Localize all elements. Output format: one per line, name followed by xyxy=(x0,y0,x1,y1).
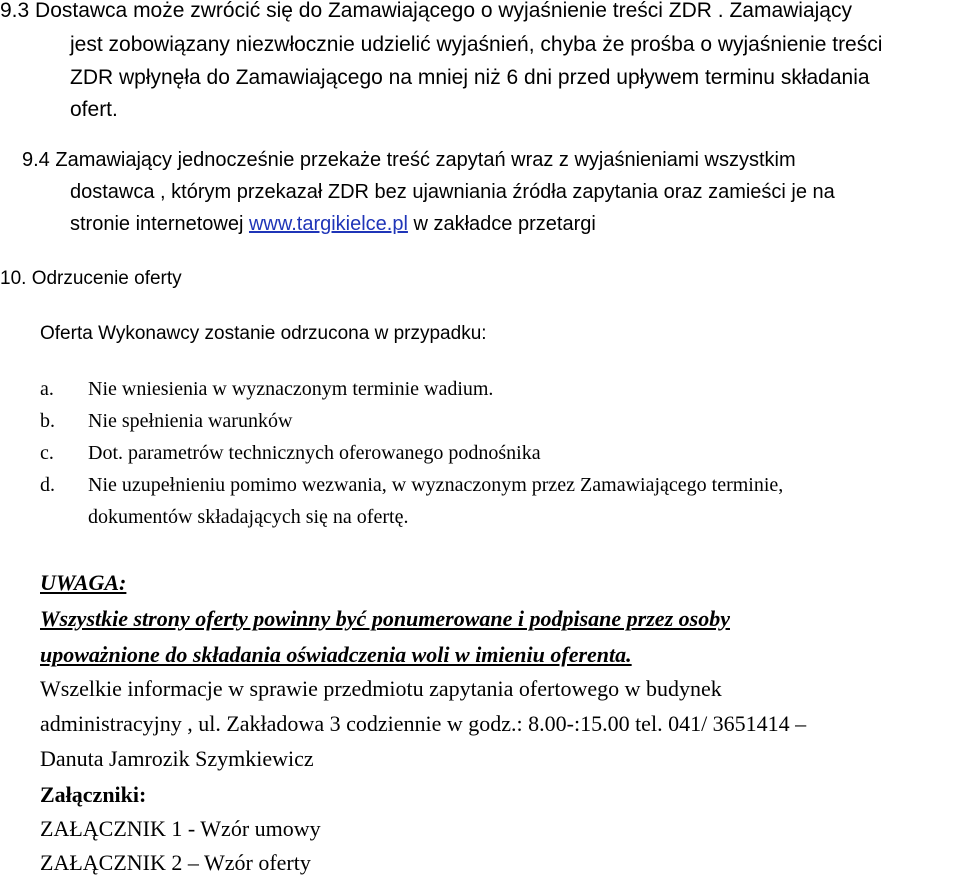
section-9-3-line-4: ofert. xyxy=(70,98,118,121)
section-9-4-line-1: 9.4 Zamawiający jednocześnie przekaże treść zapytań wraz z wyjaśnieniami wszystkim xyxy=(22,149,796,171)
section-9-4-line-2: dostawca , którym przekazał ZDR bez ujawniania źródła zapytania oraz zamieści je na xyxy=(70,181,835,203)
section-9-4-line-3 xyxy=(70,208,596,240)
targikielce-link[interactable]: www.targikielce.pl xyxy=(248,213,408,235)
section-9-3-line-2: jest zobowiązany niezwłocznie udzielić wyjaśnień, chyba że prośba o wyjaśnienie treści xyxy=(70,33,883,56)
list-item-b-marker: b. xyxy=(40,410,55,432)
list-item-a-text: Nie wniesienia w wyznaczonym terminie wadium. xyxy=(88,378,494,400)
attachment-item-2: ZAŁĄCZNIK 2 – Wzór oferty xyxy=(40,850,311,875)
section-10-intro: Oferta Wykonawcy zostanie odrzucona w przypadku: xyxy=(40,323,487,344)
list-item-c-marker: c. xyxy=(40,442,54,464)
info-line-1: Wszelkie informacje w sprawie przedmiotu zapytania ofertowego w budynek xyxy=(40,676,722,701)
section-9-4-line-3-suffix: w zakładce przetargi xyxy=(407,213,596,235)
section-9-4-line-3-prefix: stronie internetowej xyxy=(70,213,249,235)
list-item-d-marker: d. xyxy=(40,474,55,496)
section-9-3-line-1: 9.3 Dostawca może zwrócić się do Zamawiającego o wyjaśnienie treści ZDR . Zamawiający xyxy=(0,0,852,22)
list-item-b-text: Nie spełnienia warunków xyxy=(88,410,293,432)
attachment-item-1: ZAŁĄCZNIK 1 - Wzór umowy xyxy=(40,816,321,841)
list-item-d-continuation: dokumentów składających się na ofertę. xyxy=(88,506,409,528)
info-line-3: Danuta Jamrozik Szymkiewicz xyxy=(40,746,314,771)
attachments-heading: Załączniki: xyxy=(40,782,147,807)
section-10-heading: 10. Odrzucenie oferty xyxy=(0,268,182,289)
list-item-a-marker: a. xyxy=(40,378,54,400)
warning-line-2: upoważnione do składania oświadczenia woli w imieniu oferenta. xyxy=(40,642,632,667)
list-item-d-text: Nie uzupełnieniu pomimo wezwania, w wyznaczonym przez Zamawiającego terminie, xyxy=(88,474,784,496)
info-line-2: administracyjny , ul. Zakładowa 3 codziennie w godz.: 8.00-:15.00 tel. 041/ 3651414 – xyxy=(40,711,807,736)
list-item-c-text: Dot. parametrów technicznych oferowanego podnośnika xyxy=(88,442,541,464)
section-9-3-line-3: ZDR wpłynęła do Zamawiającego na mniej niż 6 dni przed upływem terminu składania xyxy=(70,66,870,89)
warning-label: UWAGA: xyxy=(40,570,127,595)
warning-line-1: Wszystkie strony oferty powinny być ponumerowane i podpisane przez osoby xyxy=(40,606,730,631)
